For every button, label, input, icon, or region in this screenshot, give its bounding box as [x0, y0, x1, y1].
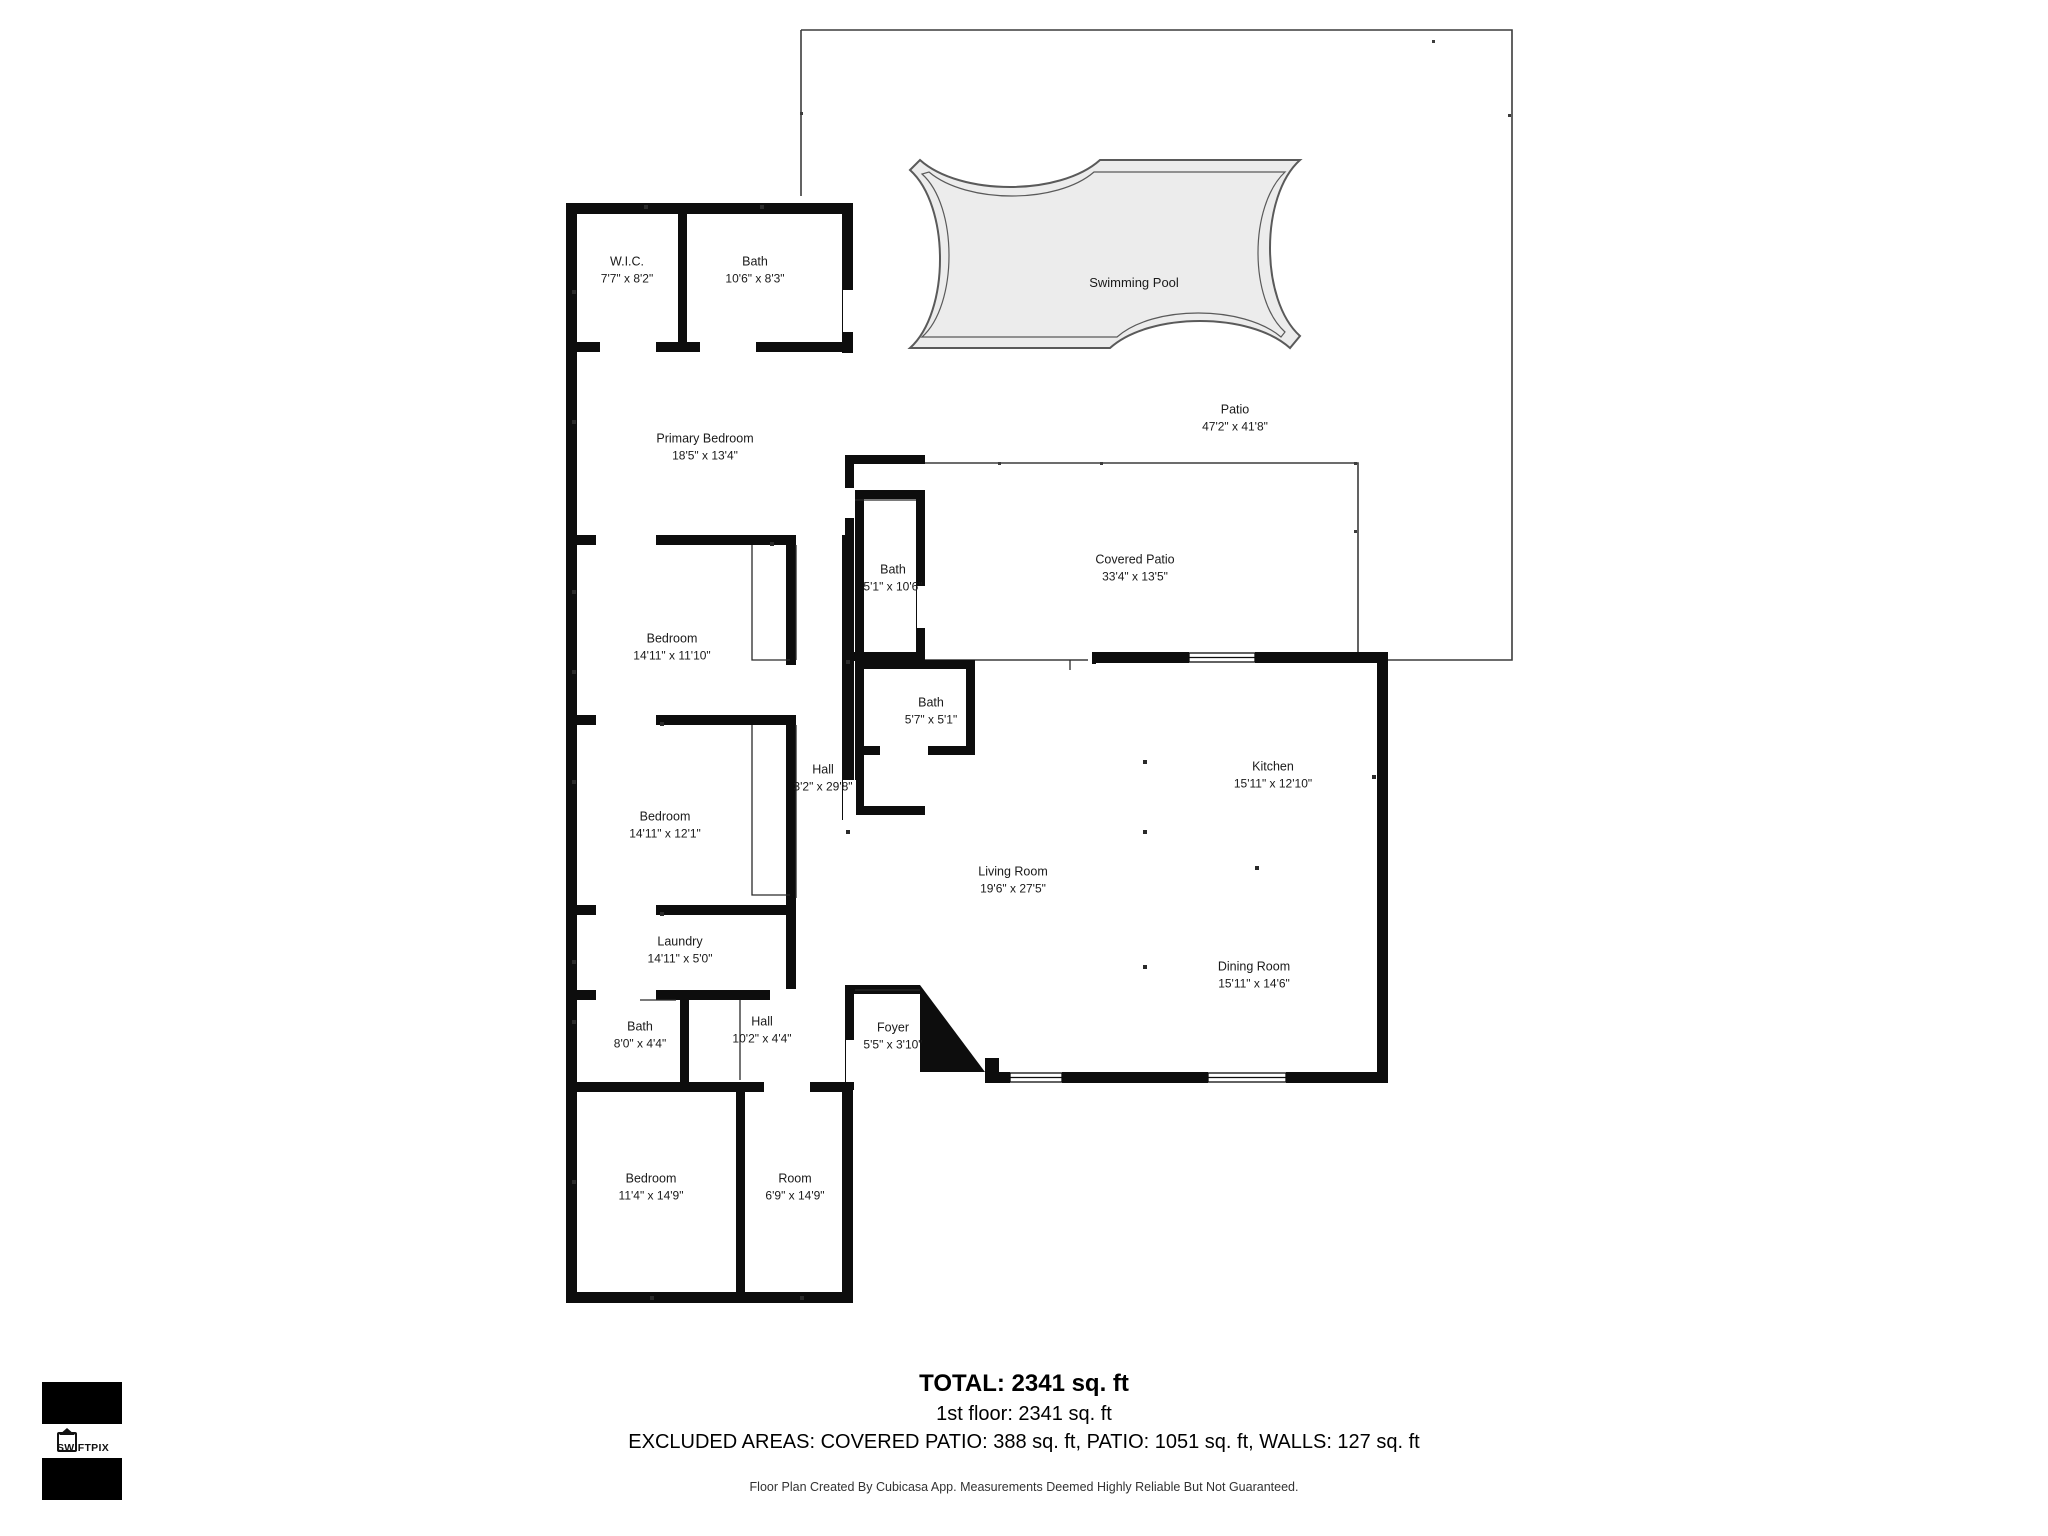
logo-word-pix: PIX — [91, 1442, 109, 1454]
logo-block-bottom — [42, 1458, 122, 1500]
room-label-bath-hall-west: Bath 8'0" x 4'4" — [613, 1019, 667, 1051]
patio-outline — [801, 30, 1512, 660]
room-label-laundry: Laundry 14'11" x 5'0" — [647, 934, 713, 966]
logo-word-swift: SWIFT — [57, 1442, 92, 1454]
room-label-foyer: Foyer 5'5" x 3'10" — [863, 1020, 923, 1052]
summary-footer — [0, 1370, 2048, 1494]
room-label-wic: W.I.C. 7'7" x 8'2" — [600, 254, 654, 286]
swimming-pool-shape — [910, 160, 1300, 348]
room-label-bedroom-2: Bedroom 14'11" x 11'10" — [633, 631, 711, 663]
room-label-bath-primary: Bath 10'6" x 8'3" — [725, 254, 785, 286]
room-label-dining-room: Dining Room 15'11" x 14'6" — [1217, 959, 1291, 991]
disclaimer-text: Floor Plan Created By Cubicasa App. Measurements Deemed Highly Reliable But Not Guaranteed. — [749, 1480, 1299, 1494]
room-label-hall-west: Hall 10'2" x 4'4" — [732, 1014, 792, 1046]
swiftpix-logo — [42, 1382, 122, 1500]
logo-block-top — [42, 1382, 122, 1424]
door-openings — [596, 290, 1286, 1093]
room-label-patio: Patio 47'2" x 41'8" — [1202, 402, 1268, 434]
room-label-living-room: Living Room 19'6" x 27'5" — [978, 864, 1048, 896]
excluded-areas-text: EXCLUDED AREAS: COVERED PATIO: 388 sq. ft, PATIO: 1051 sq. ft, WALLS: 127 sq. ft — [628, 1431, 1420, 1453]
room-label-room: Room 6'9" x 14'9" — [765, 1171, 825, 1203]
total-area-text: TOTAL: 2341 sq. ft — [919, 1370, 1129, 1397]
room-label-bath-jack: Bath 5'1" x 10'6" — [863, 562, 923, 594]
covered-patio-ticks — [998, 462, 1357, 533]
room-label-kitchen: Kitchen 15'11" x 12'10" — [1233, 759, 1313, 791]
room-label-primary-bedroom: Primary Bedroom 18'5" x 13'4" — [656, 431, 754, 463]
patio-corner-ticks — [800, 40, 1511, 117]
room-label-bath-guest: Bath 5'7" x 5'1" — [904, 695, 958, 727]
room-label-bedroom-3: Bedroom 14'11" x 12'1" — [629, 809, 701, 841]
room-label-swimming-pool: Swimming Pool — [1089, 275, 1179, 291]
room-label-bedroom-4: Bedroom 11'4" x 14'9" — [618, 1171, 684, 1203]
room-label-covered-patio: Covered Patio 33'4" x 13'5" — [1095, 552, 1175, 584]
covered-patio-outline — [851, 463, 1358, 660]
floor-area-text: 1st floor: 2341 sq. ft — [936, 1403, 1112, 1425]
logo-wordmark — [45, 1442, 121, 1454]
room-label-hall-main: Hall 3'2" x 29'8" — [793, 762, 853, 794]
house-walls — [566, 203, 1388, 1303]
windows — [1010, 653, 1286, 1082]
